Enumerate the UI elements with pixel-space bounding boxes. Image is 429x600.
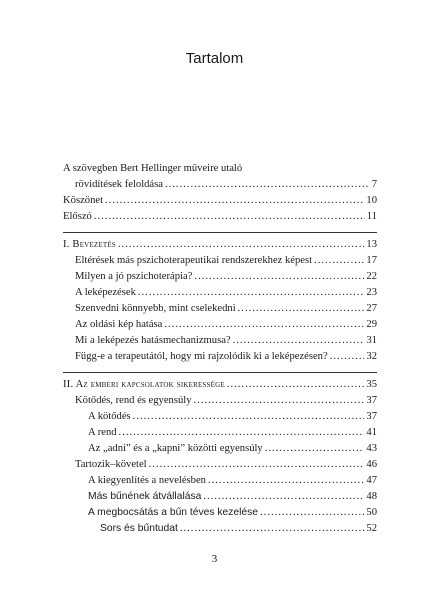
toc-entry-title: Szenvedni könnyebb, mint cselekedni — [75, 303, 236, 314]
toc-entry-page: 35 — [366, 379, 377, 390]
leader-dots — [203, 490, 364, 503]
toc-entry-page: 13 — [366, 239, 377, 250]
leader-dots — [314, 254, 364, 267]
leader-dots — [133, 410, 365, 423]
leader-dots — [330, 350, 365, 363]
toc-entry-title: Előszó — [63, 211, 92, 222]
toc-entry — [75, 394, 377, 407]
leader-dots — [265, 442, 365, 455]
page-number: 3 — [211, 553, 218, 565]
toc-entry — [88, 426, 377, 439]
toc-entry-title: Mi a leképezés hatásmechanizmusa? — [75, 335, 231, 346]
toc-entry-page: 27 — [366, 303, 377, 314]
toc-entry — [63, 210, 377, 223]
toc-entry-title: Az oldási kép hatása — [75, 319, 163, 330]
toc-entry — [75, 318, 377, 331]
leader-dots — [94, 210, 365, 223]
toc-entry-title: Az „adni” és a „kapni” közötti egyensúly — [88, 443, 263, 454]
leader-dots — [233, 334, 365, 347]
toc-entry — [63, 194, 377, 207]
toc-entry-title: A kiegyenlítés a nevelésben — [88, 475, 206, 486]
toc-entry-title: Kötődés, rend és egyensúly — [75, 395, 192, 406]
section-divider — [63, 372, 377, 373]
toc-entry-title: Milyen a jó pszichoterápia? — [75, 271, 193, 282]
toc-entry-title: II. Az emberi kapcsolatok sikeressége — [63, 379, 225, 390]
toc-entry — [88, 442, 377, 455]
toc-entry-title: Tartozik–követel — [75, 459, 147, 470]
leader-dots — [260, 506, 364, 519]
section-divider — [63, 232, 377, 233]
toc-entry-title: rövidítések feloldása — [75, 179, 163, 190]
leader-dots — [165, 178, 370, 191]
leader-dots — [164, 318, 364, 331]
toc-entry-page: 29 — [366, 319, 377, 330]
toc-entry — [75, 302, 377, 315]
toc-entry-title: A leképezések — [75, 287, 136, 298]
leader-dots — [138, 286, 365, 299]
leader-dots — [180, 522, 365, 535]
toc-entry — [88, 490, 377, 503]
toc-entry-title: A kötődés — [88, 411, 131, 422]
leader-dots — [238, 302, 365, 315]
toc-entry — [75, 254, 377, 267]
toc-entry-page: 22 — [366, 271, 377, 282]
toc-entry — [75, 458, 377, 471]
leader-dots — [208, 474, 364, 487]
toc-entry-page: 37 — [366, 411, 377, 422]
toc-entry-page: 10 — [366, 195, 377, 206]
toc-entry — [75, 334, 377, 347]
toc-entry-page: 17 — [366, 255, 377, 266]
toc-entry-page: 37 — [366, 395, 377, 406]
toc-entry-page: 43 — [366, 443, 377, 454]
toc-entry — [75, 286, 377, 299]
toc-entry — [88, 474, 377, 487]
leader-dots — [194, 394, 365, 407]
page-title: Tartalom — [185, 50, 244, 67]
toc-entry-page: 50 — [366, 507, 377, 518]
leader-dots — [119, 426, 365, 439]
toc-entry-title: A rend — [88, 427, 117, 438]
leader-dots — [118, 238, 365, 251]
toc-section-entry — [63, 378, 377, 391]
toc-entry — [88, 506, 377, 519]
toc-entry-title: A megbocsátás a bűn téves kezelése — [88, 507, 259, 518]
toc-section-entry — [63, 238, 377, 251]
leader-dots — [149, 458, 365, 471]
toc-entry — [88, 410, 377, 423]
toc-entry — [63, 162, 242, 175]
toc-entry-page: 48 — [366, 491, 377, 502]
toc-entry — [75, 270, 377, 283]
toc-entry-title: Köszönet — [63, 195, 104, 206]
toc-entry-title: I. Bevezetés — [63, 239, 116, 250]
toc-entry-page: 23 — [366, 287, 377, 298]
toc-entry-title: Függ-e a terapeutától, hogy mi rajzolódik ki a leképezésen? — [75, 351, 328, 362]
toc-entry-title: Eltérések más pszichoterapeutikai rendszerekhez képest — [75, 255, 313, 266]
toc-entry-page: 7 — [371, 179, 377, 190]
leader-dots — [227, 378, 365, 391]
toc-entry — [75, 350, 377, 363]
toc-entry-page: 52 — [366, 523, 377, 534]
toc-entry-page: 46 — [366, 459, 377, 470]
toc-entry-page: 11 — [366, 211, 377, 222]
toc-entry-page: 32 — [366, 351, 377, 362]
leader-dots — [105, 194, 364, 207]
toc-entry-page: 47 — [366, 475, 377, 486]
toc-entry-page: 41 — [366, 427, 377, 438]
toc-entry-title: Más bűnének átvállalása — [88, 491, 202, 502]
toc-entry — [100, 522, 377, 535]
toc-entry-page: 31 — [366, 335, 377, 346]
leader-dots — [194, 270, 364, 283]
toc-entry — [75, 178, 377, 191]
toc-entry-title: A szövegben Bert Hellinger műveire utaló — [63, 163, 243, 174]
toc-entry-title: Sors és bűntudat — [100, 523, 178, 534]
